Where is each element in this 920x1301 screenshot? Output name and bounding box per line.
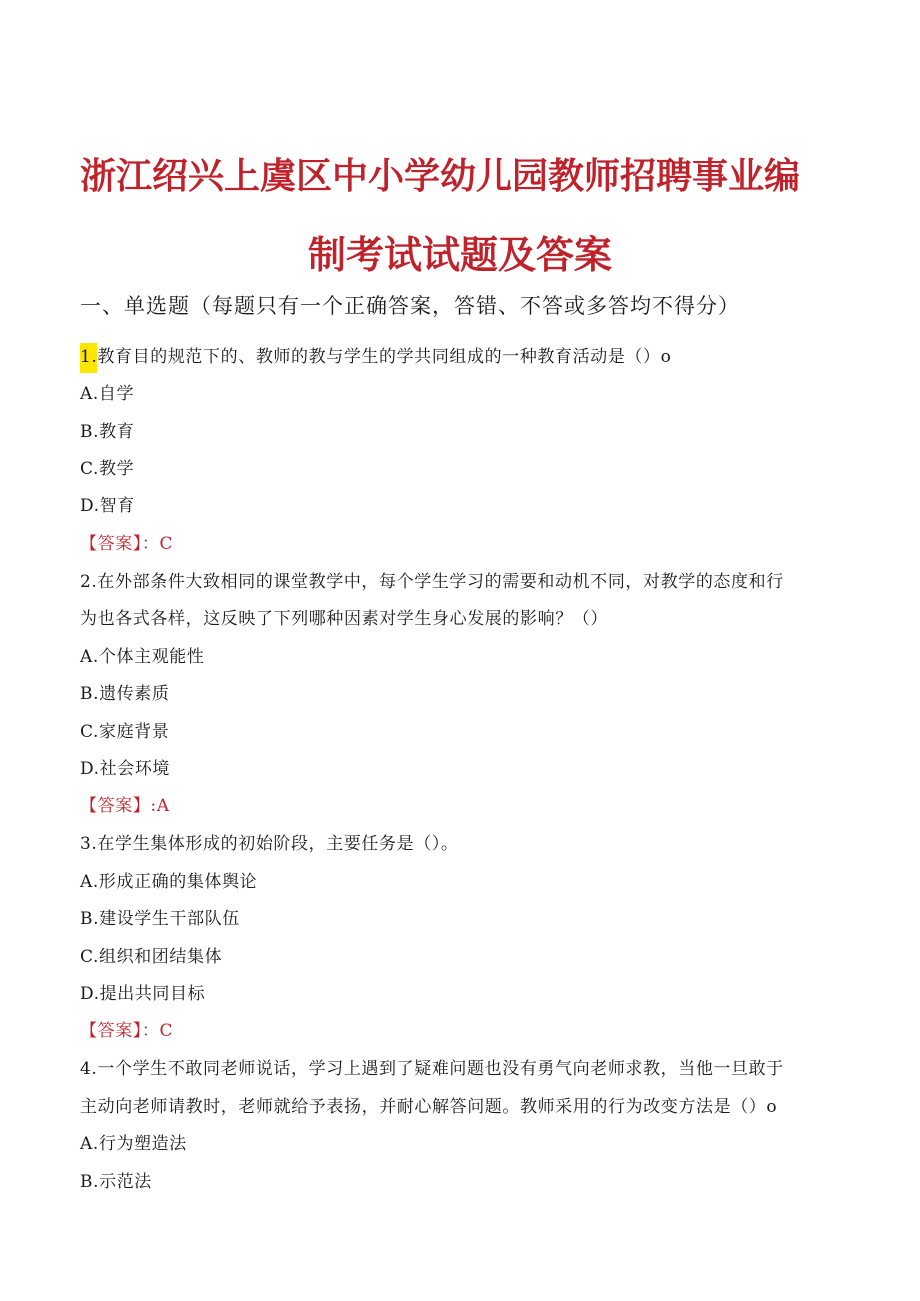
question-3-stem: 3.在学生集体形成的初始阶段，主要任务是（）。 <box>80 834 459 854</box>
question-2-option-c: C.家庭背景 <box>80 722 170 742</box>
question-3-option-d: D.提出共同目标 <box>80 984 206 1004</box>
question-1-option-c: C.教学 <box>80 459 135 479</box>
question-4-option-a: A.行为塑造法 <box>80 1134 187 1154</box>
question-3-option-b: B.建设学生干部队伍 <box>80 909 240 929</box>
question-2-answer: 【答案】:A <box>80 796 170 816</box>
question-3-option-a: A.形成正确的集体舆论 <box>80 872 258 892</box>
question-1-answer: 【答案】：C <box>80 534 174 554</box>
question-4-option-b: B.示范法 <box>80 1172 152 1192</box>
question-2-stem: 2.在外部条件大致相同的课堂教学中，每个学生学习的需要和动机不同，对教学的态度和行 <box>80 572 784 592</box>
question-2-option-d: D.社会环境 <box>80 759 171 779</box>
question-3-answer: 【答案】：C <box>80 1021 174 1041</box>
question-2-stem-cont: 为也各式各样，这反映了下列哪种因素对学生身心发展的影响？（） <box>80 609 608 629</box>
document-title-line-1: 浙江绍兴上虞区中小学幼儿园教师招聘事业编 <box>80 156 801 197</box>
question-2-option-a: A.个体主观能性 <box>80 647 205 667</box>
question-4-number: 4. <box>80 1059 98 1079</box>
question-3-option-c: C.组织和团结集体 <box>80 947 223 967</box>
question-1-stem: 1.教育目的规范下的、教师的教与学生的学共同组成的一种教育活动是（）o <box>80 342 671 367</box>
question-4-stem-cont: 主动向老师请教时，老师就给予表扬，并耐心解答问题。教师采用的行为改变方法是（）o <box>80 1097 778 1117</box>
question-1-number: 1. <box>80 343 97 373</box>
question-1-option-b: B.教育 <box>80 422 135 442</box>
section-heading: 一、单选题（每题只有一个正确答案，答错、不答或多答均不得分） <box>80 294 740 318</box>
question-1-option-a: A.自学 <box>80 384 135 404</box>
document-title-line-2: 制考试试题及答案 <box>307 233 612 277</box>
question-3-number: 3. <box>80 834 98 854</box>
question-1-option-d: D.智育 <box>80 496 135 516</box>
question-2-number: 2. <box>80 572 98 592</box>
question-2-option-b: B.遗传素质 <box>80 684 170 704</box>
question-4-stem: 4.一个学生不敢同老师说话，学习上遇到了疑难问题也没有勇气向老师求教，当他一旦敢于 <box>80 1059 784 1079</box>
